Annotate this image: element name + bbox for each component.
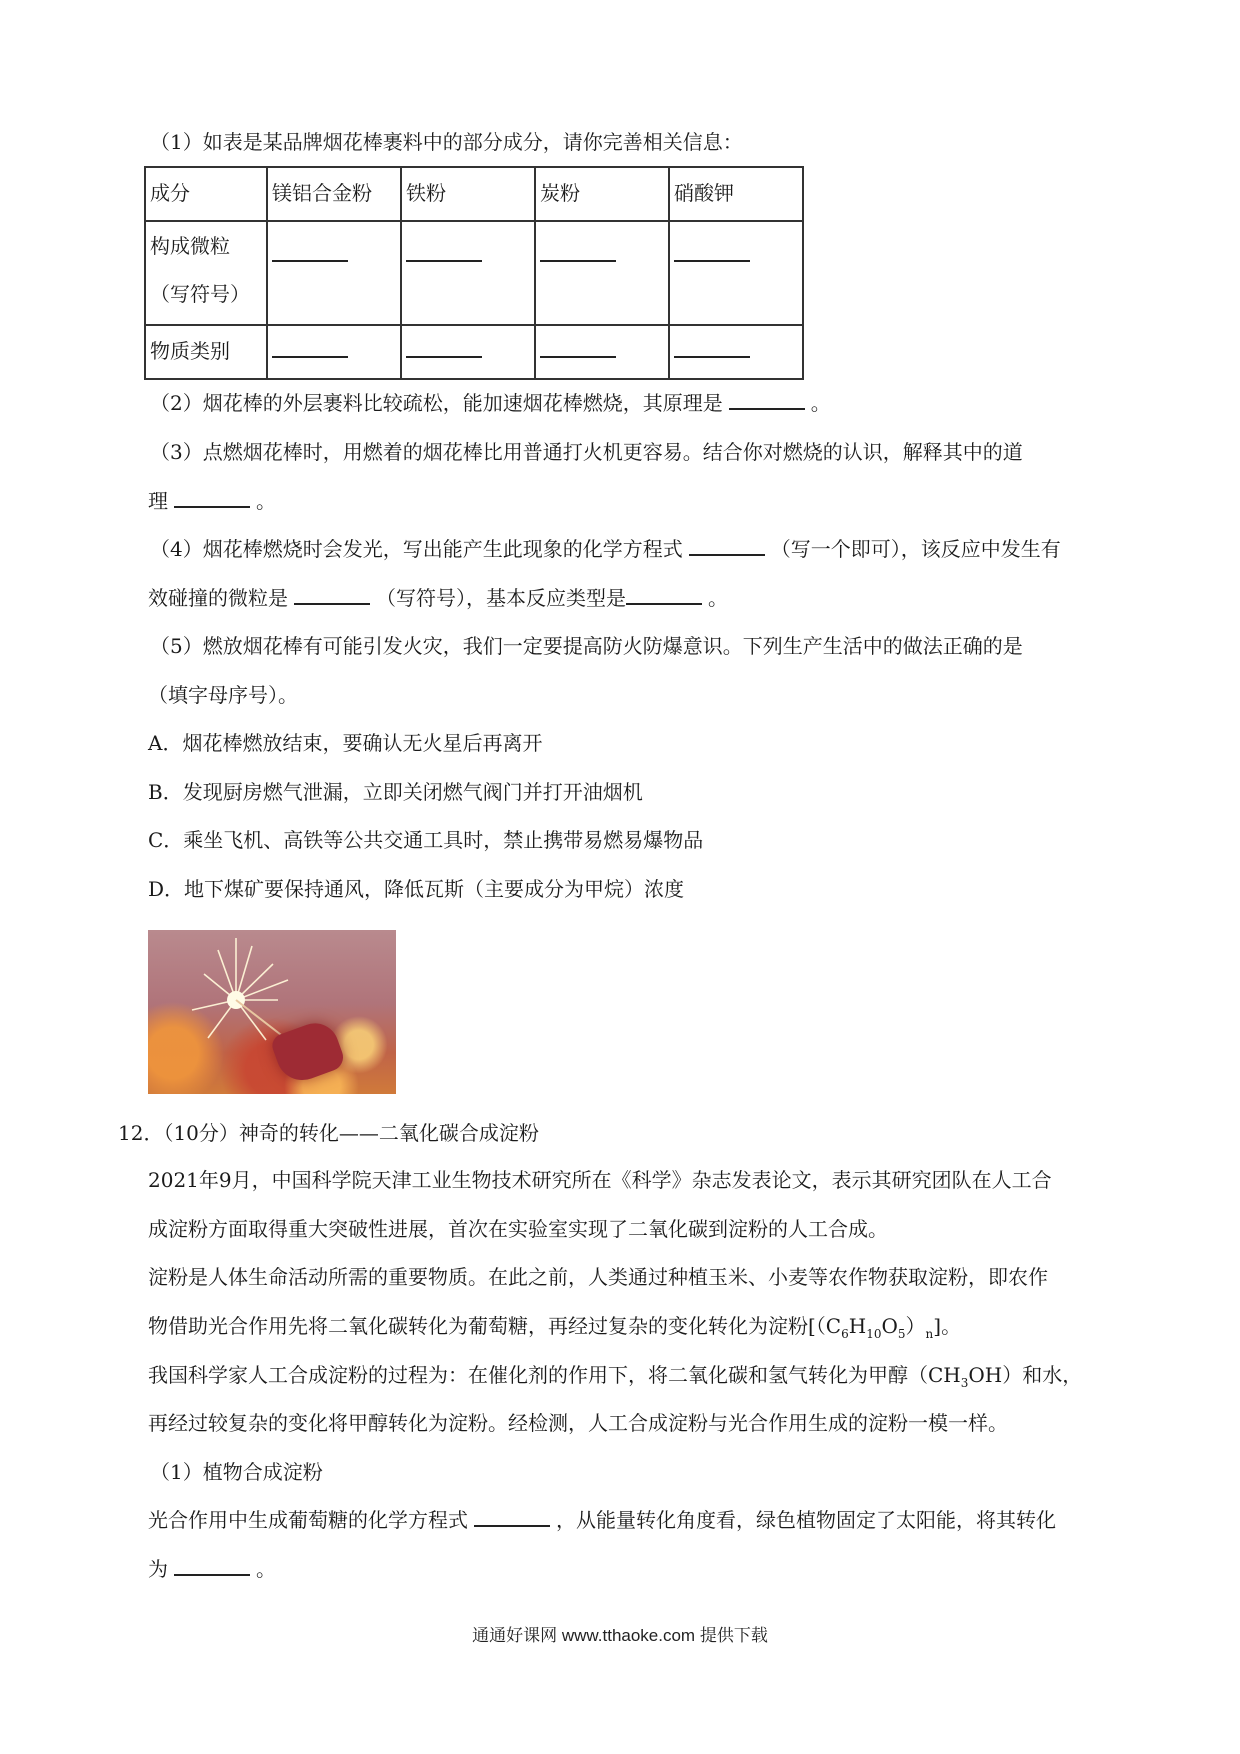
q11-part3-line2: 理 。 [148, 489, 276, 513]
q11-part5-line1: （5）燃放烟花棒有可能引发火灾，我们一定要提高防火防爆意识。下列生产生活中的做法正确的是 [150, 634, 1023, 658]
table-header-cell: 炭粉 [535, 167, 669, 221]
table-header-cell: 镁铝合金粉 [267, 167, 401, 221]
option-c: C．乘坐飞机、高铁等公共交通工具时，禁止携带易燃易爆物品 [148, 828, 704, 852]
answer-cell[interactable] [535, 325, 669, 379]
answer-cell[interactable] [401, 221, 535, 325]
footer-source: 通通好课网 www.tthaoke.com 提供下载 [472, 1626, 768, 1645]
answer-blank[interactable] [540, 334, 616, 358]
table-header-cell: 成分 [145, 167, 267, 221]
q11-part4-line2: 效碰撞的微粒是 （写符号），基本反应类型是 。 [148, 586, 728, 610]
q12-sub1-title: （1）植物合成淀粉 [150, 1460, 323, 1484]
composition-table [144, 166, 804, 380]
q11-part5-line2: （填字母序号）。 [148, 683, 298, 707]
answer-cell[interactable] [535, 221, 669, 325]
answer-blank[interactable] [406, 238, 482, 262]
answer-blank[interactable] [474, 1507, 550, 1527]
answer-cell[interactable] [267, 221, 401, 325]
q11-part2: （2）烟花棒的外层裹料比较疏松，能加速烟花棒燃烧，其原理是 。 [150, 391, 831, 415]
q11-part3-line1: （3）点燃烟花棒时，用燃着的烟花棒比用普通打火机更容易。结合你对燃烧的认识，解释其中的道 [150, 440, 1023, 464]
answer-cell[interactable] [401, 325, 535, 379]
row-label-particles: 构成微粒 （写符号） [145, 221, 267, 325]
q12-p2-line2: 物借助光合作用先将二氧化碳转化为葡萄糖，再经过复杂的变化转化为淀粉$[(C_6H_{10}O_5)_n]$。 [148, 1314, 962, 1341]
q12-p3-line1: 我国科学家人工合成淀粉的过程为：在催化剂的作用下，将二氧化碳和氢气转化为甲醇$(CH_3OH)$和水， [148, 1363, 1083, 1390]
answer-blank[interactable] [272, 238, 348, 262]
q11-part1-intro: （1）如表是某品牌烟花棒裹料中的部分成分，请你完善相关信息： [150, 130, 743, 154]
answer-blank[interactable] [174, 488, 250, 508]
table-header-cell: 硝酸钾 [669, 167, 803, 221]
answer-blank[interactable] [406, 334, 482, 358]
q12-p2-line1: 淀粉是人体生命活动所需的重要物质。在此之前，人类通过种植玉米、小麦等农作物获取淀粉，即农作 [148, 1265, 1048, 1289]
q12-title: 12．（10分）神奇的转化——二氧化碳合成淀粉 [118, 1121, 539, 1145]
answer-cell[interactable] [267, 325, 401, 379]
q12-p1-line2: 成淀粉方面取得重大突破性进展，首次在实验室实现了二氧化碳到淀粉的人工合成。 [148, 1217, 888, 1241]
answer-blank[interactable] [540, 238, 616, 262]
answer-cell[interactable] [669, 221, 803, 325]
answer-blank[interactable] [674, 238, 750, 262]
table-header-cell: 铁粉 [401, 167, 535, 221]
answer-cell[interactable] [669, 325, 803, 379]
option-b: B．发现厨房燃气泄漏，立即关闭燃气阀门并打开油烟机 [148, 780, 643, 804]
answer-blank[interactable] [294, 585, 370, 605]
answer-blank[interactable] [174, 1556, 250, 1576]
q12-p1-line1: 2021年9月，中国科学院天津工业生物技术研究所在《科学》杂志发表论文，表示其研究团队在人工合 [148, 1168, 1052, 1192]
answer-blank[interactable] [674, 334, 750, 358]
answer-blank[interactable] [729, 390, 805, 410]
answer-blank[interactable] [689, 536, 765, 556]
sparkler-photo [148, 930, 396, 1094]
option-a: A．烟花棒燃放结束，要确认无火星后再离开 [148, 731, 543, 755]
answer-blank[interactable] [272, 334, 348, 358]
q12-sub1-line1: 光合作用中生成葡萄糖的化学方程式 ，从能量转化角度看，绿色植物固定了太阳能，将其转化 [148, 1508, 1056, 1532]
q12-p3-line2: 再经过较复杂的变化将甲醇转化为淀粉。经检测，人工合成淀粉与光合作用生成的淀粉一模一样。 [148, 1411, 1008, 1435]
q12-sub1-line2: 为 。 [148, 1557, 276, 1581]
answer-blank[interactable] [626, 585, 702, 605]
option-d: D．地下煤矿要保持通风，降低瓦斯（主要成分为甲烷）浓度 [148, 877, 685, 901]
row-label-category: 物质类别 [145, 325, 267, 379]
q11-part4-line1: （4）烟花棒燃烧时会发光，写出能产生此现象的化学方程式 （写一个即可），该反应中发生有 [150, 537, 1061, 561]
